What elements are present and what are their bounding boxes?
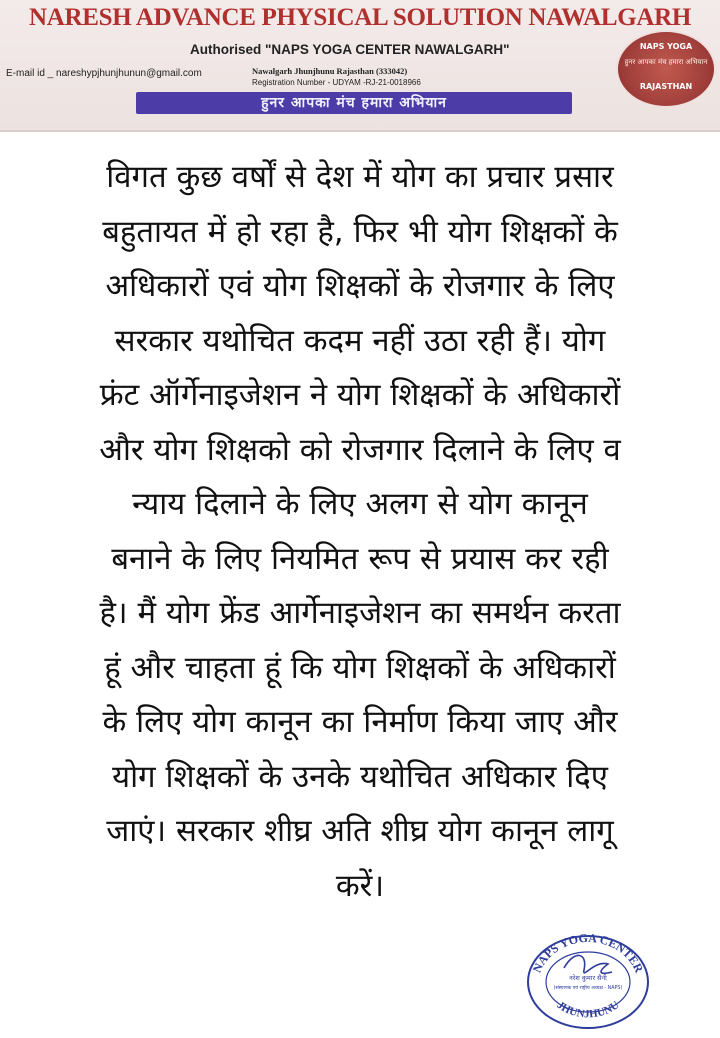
logo-top-text: NAPS YOGA <box>639 42 693 51</box>
contact-email: E-mail id _ nareshypjhunjhunun@gmail.com <box>6 68 202 79</box>
organization-stamp <box>524 930 652 1030</box>
stamp-subtitle: (संस्थापक एवं राष्ट्रीय अध्यक्ष - NAPS) <box>553 986 623 991</box>
statement-line: हूं और चाहता हूं कि योग शिक्षकों के अधिकारों <box>104 649 616 686</box>
statement-line: विगत कुछ वर्षों से देश में योग का प्रचार प्रसार <box>106 159 614 195</box>
statement-line: जाएं। सरकार शीघ्र अति शीघ्र योग कानून लागू <box>106 813 614 849</box>
statement-paragraph <box>0 150 720 913</box>
address-line: Nawalgarh Jhunjhunu Rajasthan (333042) <box>252 66 408 76</box>
slogan-strip: हुनर आपका मंच हमारा अभियान <box>136 92 572 114</box>
statement-line: फ्रंट ऑर्गेनाइजेशन ने योग शिक्षकों के अधिकारों <box>99 377 621 413</box>
statement-line: अधिकारों एवं योग शिक्षकों के रोजगार के लिए <box>105 268 615 304</box>
letterhead-banner <box>0 0 720 132</box>
statement-line: है। मैं योग फ्रेंड आर्गेनाइजेशन का समर्थन करता <box>99 595 621 631</box>
statement-line: करें। <box>335 867 385 904</box>
organization-title: NARESH ADVANCE PHYSICAL SOLUTION NAWALGARH <box>28 4 692 31</box>
stamp-ring-bottom: JHUNJHUNU <box>554 999 622 1021</box>
statement-line: न्याय दिलाने के लिए अलग से योग कानून <box>132 486 588 522</box>
statement-line: सरकार यथोचित कदम नहीं उठा रही हैं। योग <box>114 322 606 359</box>
logo-bottom-text: RAJASTHAN <box>639 82 693 91</box>
statement-line: और योग शिक्षको को रोजगार दिलाने के लिए व <box>99 431 621 468</box>
stamp-name: नरेश कुमार सैनी <box>569 974 607 982</box>
stamp-seal <box>524 930 652 1030</box>
registration-number: Registration Number - UDYAM -RJ-21-0018966 <box>252 78 421 87</box>
logo-middle-text: हुनर आपका मंच हमारा अभियान <box>624 58 708 66</box>
stamp-ring-top: NAPS YOGA CENTER <box>529 930 647 975</box>
naps-yoga-logo <box>618 32 714 106</box>
authorised-center: Authorised "NAPS YOGA CENTER NAWALGARH" <box>190 42 510 57</box>
statement-line: बहुतायत में हो रहा है, फिर भी योग शिक्षकों के <box>102 213 618 250</box>
statement-line: बनाने के लिए नियमित रूप से प्रयास कर रही <box>111 540 609 577</box>
statement-line: के लिए योग कानून का निर्माण किया जाए और <box>102 704 618 740</box>
statement-line: योग शिक्षकों के उनके यथोचित अधिकार दिए <box>112 758 608 795</box>
